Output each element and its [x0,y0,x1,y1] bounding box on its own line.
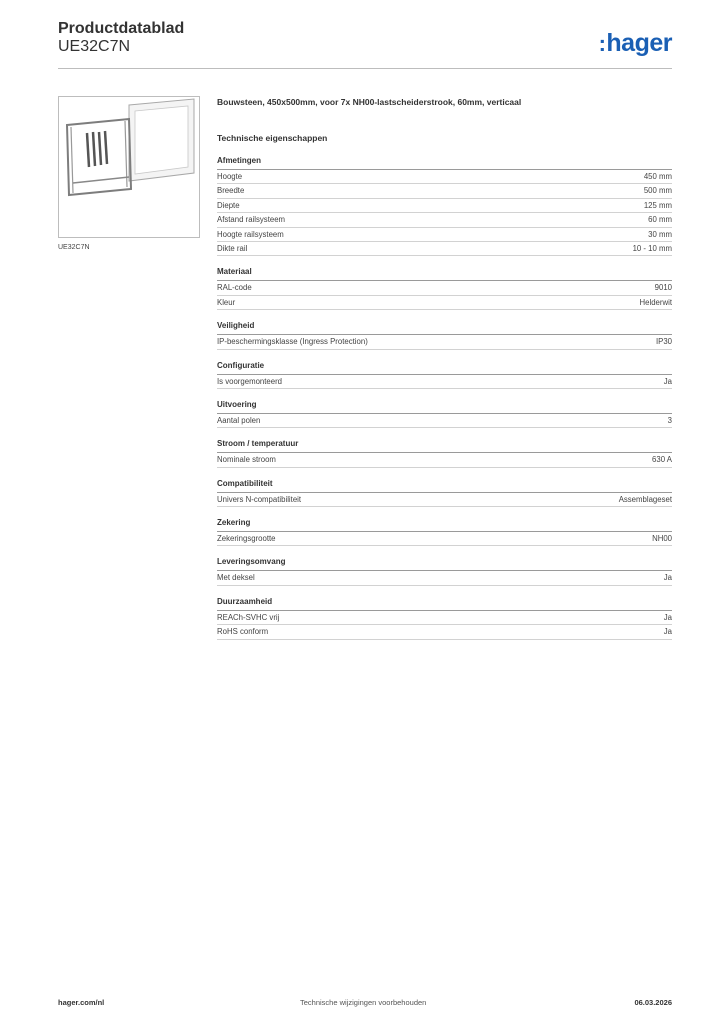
section-zekering [217,517,672,546]
spec-label: Is voorgemonteerd [217,376,283,386]
section-heading: Zekering [217,517,672,532]
spec-value: 9010 [654,283,672,293]
spec-value: Ja [663,573,672,583]
spec-row [217,625,672,639]
section-afmetingen [217,155,672,256]
spec-row [217,335,672,349]
spec-row [217,414,672,428]
section-heading: Veiligheid [217,320,672,335]
product-illustration [59,97,199,237]
image-caption: UE32C7N [58,244,90,251]
section-heading: Configuratie [217,360,672,375]
spec-row [217,611,672,625]
spec-row [217,296,672,310]
footer-date: 06.03.2026 [634,998,672,1007]
section-heading: Compatibiliteit [217,478,672,493]
spec-label: Aantal polen [217,415,261,425]
spec-value: 3 [667,415,672,425]
spec-value: IP30 [655,337,672,347]
section-heading: Afmetingen [217,155,672,170]
section-compatibiliteit [217,478,672,507]
product-image [58,96,200,238]
section-duurzaamheid [217,596,672,640]
section-heading: Uitvoering [217,399,672,414]
spec-value: 450 mm [643,172,672,181]
section-configuratie [217,360,672,389]
section-uitvoering [217,399,672,428]
hager-logo: :hager [598,29,672,57]
spec-value: Ja [663,627,672,637]
spec-label: Met deksel [217,573,255,583]
spec-label: Afstand railsysteem [217,215,286,225]
spec-label: Diepte [217,200,240,210]
spec-row [217,571,672,585]
spec-row [217,375,672,389]
logo-text: hager [606,29,672,57]
spec-label: Hoogte railsysteem [217,229,284,239]
spec-value: 500 mm [643,186,672,196]
spec-row [217,532,672,546]
spec-row [217,184,672,198]
product-description: Bouwsteen, 450x500mm, voor 7x NH00-lastscheiderstrook, 60mm, verticaal [217,97,522,107]
spec-value: 30 mm [648,229,672,239]
footer-website-link[interactable]: hager.com/nl [58,998,105,1007]
technical-properties-title: Technische eigenschappen [217,133,328,143]
spec-label: Kleur [217,297,236,307]
spec-label: Nominale stroom [217,455,276,465]
section-heading: Materiaal [217,266,672,281]
spec-value: Helderwit [639,297,672,307]
section-veiligheid [217,320,672,349]
spec-label: Hoogte [217,172,243,181]
header-divider [58,68,672,69]
spec-value: 60 mm [648,215,672,225]
spec-value: Ja [663,612,672,622]
section-materiaal [217,266,672,310]
spec-value: Ja [663,376,672,386]
spec-label: Univers N-compatibiliteit [217,494,302,504]
spec-row [217,170,672,184]
spec-label: RAL-code [217,283,252,293]
spec-row [217,199,672,213]
product-code: UE32C7N [58,38,131,55]
section-heading: Leveringsomvang [217,556,672,571]
spec-label: IP-beschermingsklasse (Ingress Protection) [217,337,368,347]
spec-value: Assemblageset [618,494,672,504]
spec-label: Zekeringsgrootte [217,534,276,544]
spec-row [217,213,672,227]
spec-label: Dikte rail [217,243,248,253]
section-stroom-temperatuur [217,438,672,467]
spec-value: NH00 [652,534,672,544]
spec-row [217,228,672,242]
section-heading: Stroom / temperatuur [217,438,672,453]
spec-label: Breedte [217,186,245,196]
section-heading: Duurzaamheid [217,596,672,611]
spec-row [217,281,672,295]
spec-value: 125 mm [643,200,672,210]
spec-row [217,493,672,507]
footer-disclaimer: Technische wijzigingen voorbehouden [300,998,427,1007]
spec-row [217,242,672,256]
spec-label: REACh-SVHC vrij [217,612,280,622]
spec-value: 630 A [652,455,672,465]
section-leveringsomvang [217,556,672,585]
spec-row [217,453,672,467]
page-title: Productdatablad [58,20,185,37]
spec-value: 10 - 10 mm [632,243,672,253]
main-content [217,97,672,650]
spec-label: RoHS conform [217,627,269,637]
